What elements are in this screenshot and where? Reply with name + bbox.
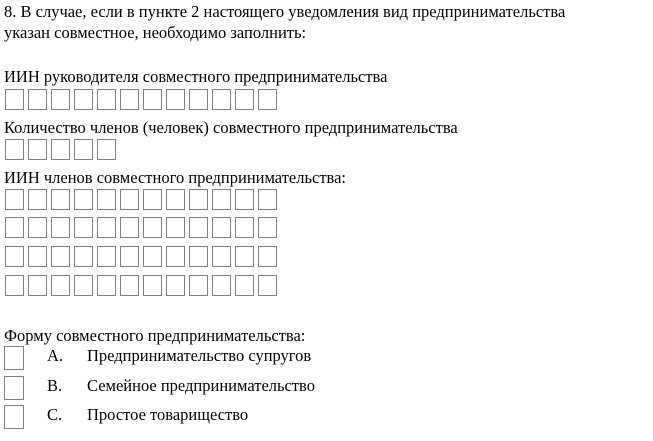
form-option-c-text: Простое товарищество [87,405,249,424]
form-label: Форму совместного предпринимательства: [4,326,306,345]
member-iin-row [5,217,281,238]
intro-line-1: 8. В случае, если в пункте 2 настоящего уведомления вид предпринимательства [4,2,566,21]
member-iin-cell[interactable] [258,217,277,238]
leader-iin-cell[interactable] [51,89,70,110]
member-iin-cell[interactable] [212,246,231,267]
leader-iin-cell[interactable] [74,89,93,110]
form-option-a-checkbox[interactable] [4,346,24,370]
member-iin-cell[interactable] [235,246,254,267]
leader-iin-label: ИИН руководителя совместного предпринимательства [4,67,388,86]
member-iin-cell[interactable] [74,246,93,267]
leader-iin-cell[interactable] [120,89,139,110]
form-option-a-text: Предпринимательство супругов [87,346,312,365]
member-iin-cell[interactable] [189,246,208,267]
member-count-cell[interactable] [51,139,70,160]
leader-iin-cell[interactable] [212,89,231,110]
form-option-b-checkbox[interactable] [4,376,24,400]
form-option-a-letter: A. [47,346,64,365]
form-option-b-text: Семейное предпринимательство [87,376,315,395]
member-iin-cell[interactable] [51,246,70,267]
member-iin-row [5,189,281,210]
leader-iin-cell[interactable] [235,89,254,110]
leader-iin-cell[interactable] [258,89,277,110]
member-iin-cell[interactable] [166,189,185,210]
form-option-a[interactable] [4,346,311,370]
member-count-cell[interactable] [74,139,93,160]
member-iin-cell[interactable] [212,275,231,296]
member-count-cell[interactable] [5,139,24,160]
member-iin-cell[interactable] [28,246,47,267]
member-iin-cell[interactable] [5,246,24,267]
leader-iin-cell[interactable] [189,89,208,110]
member-iin-cell[interactable] [258,246,277,267]
form-option-b[interactable] [4,376,315,400]
member-iin-cell[interactable] [166,217,185,238]
leader-iin-cell[interactable] [5,89,24,110]
member-iins-label: ИИН членов совместного предпринимательства: [4,168,347,187]
leader-iin-cell[interactable] [28,89,47,110]
member-iin-cell[interactable] [235,217,254,238]
member-iin-cell[interactable] [51,189,70,210]
member-iin-cell[interactable] [51,217,70,238]
member-count-cell[interactable] [28,139,47,160]
member-iin-cell[interactable] [74,217,93,238]
member-iin-cell[interactable] [120,275,139,296]
member-iin-row [5,246,281,267]
intro-line-2: указан совместное, необходимо заполнить: [4,23,307,42]
form-option-c-checkbox[interactable] [4,405,24,429]
member-iin-cell[interactable] [235,275,254,296]
member-iin-cell[interactable] [143,189,162,210]
member-iin-cell[interactable] [189,217,208,238]
member-iin-cell[interactable] [235,189,254,210]
member-iin-cell[interactable] [212,189,231,210]
form-option-c-letter: C. [47,405,63,424]
member-count-boxes [5,139,120,160]
member-iin-row [5,275,281,296]
leader-iin-cell[interactable] [143,89,162,110]
member-iin-cell[interactable] [258,275,277,296]
member-iin-cell[interactable] [5,275,24,296]
leader-iin-boxes [5,89,281,110]
member-iin-cell[interactable] [74,275,93,296]
member-iin-cell[interactable] [258,189,277,210]
member-iin-cell[interactable] [120,189,139,210]
member-iin-cell[interactable] [97,189,116,210]
form-option-c[interactable] [4,405,248,429]
member-iin-cell[interactable] [28,189,47,210]
leader-iin-cell[interactable] [97,89,116,110]
member-iin-cell[interactable] [143,217,162,238]
member-iin-cell[interactable] [97,217,116,238]
member-count-cell[interactable] [97,139,116,160]
member-iin-cell[interactable] [28,217,47,238]
member-iin-cell[interactable] [189,275,208,296]
member-iin-cell[interactable] [166,275,185,296]
member-count-label: Количество членов (человек) совместного предпринимательства [4,118,458,137]
member-iin-cell[interactable] [166,246,185,267]
member-iin-cell[interactable] [120,246,139,267]
member-iin-cell[interactable] [212,217,231,238]
member-iin-cell[interactable] [51,275,70,296]
member-iin-cell[interactable] [97,275,116,296]
member-iin-cell[interactable] [28,275,47,296]
member-iin-cell[interactable] [5,217,24,238]
member-iin-cell[interactable] [97,246,116,267]
member-iin-cell[interactable] [189,189,208,210]
member-iin-cell[interactable] [5,189,24,210]
member-iin-cell[interactable] [143,275,162,296]
form-option-b-letter: B. [47,376,63,395]
member-iin-cell[interactable] [74,189,93,210]
leader-iin-cell[interactable] [166,89,185,110]
member-iin-cell[interactable] [120,217,139,238]
member-iin-cell[interactable] [143,246,162,267]
